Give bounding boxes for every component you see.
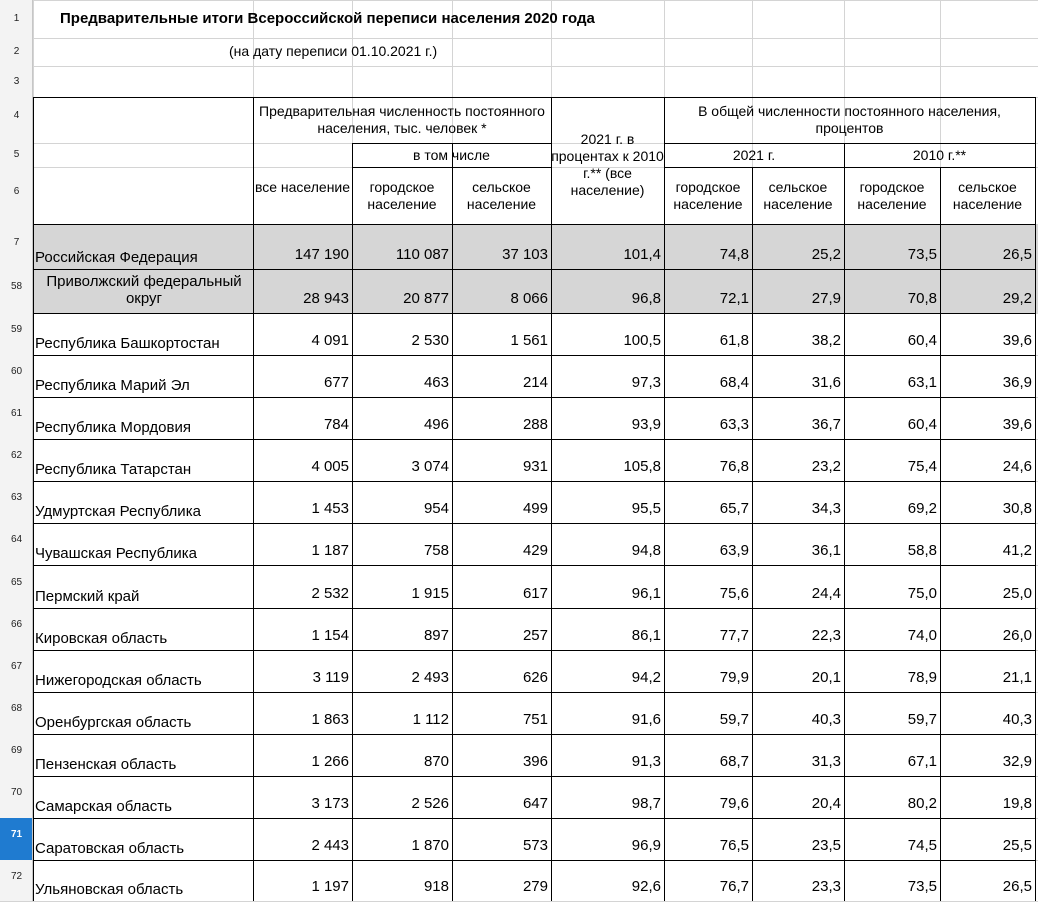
cell-r21[interactable]: 20,4 — [811, 795, 841, 812]
cell-u21[interactable]: 68,4 — [719, 374, 749, 391]
row-number: 61 — [10, 408, 23, 419]
cell-rural[interactable]: 429 — [522, 542, 548, 559]
cell-urban[interactable]: 2 530 — [411, 332, 449, 349]
cell-all[interactable]: 1 197 — [311, 878, 349, 895]
row-number: 70 — [10, 787, 23, 798]
cell-u10[interactable]: 60,4 — [907, 332, 937, 349]
cell-all[interactable]: 4 005 — [311, 458, 349, 475]
row-number: 59 — [10, 324, 23, 335]
cell-pct[interactable]: 95,5 — [631, 500, 661, 517]
region-name: Республика Татарстан — [35, 461, 192, 478]
cell-r10[interactable]: 41,2 — [1002, 542, 1032, 559]
cell-r10[interactable]: 36,9 — [1002, 374, 1032, 391]
region-name: Нижегородская область — [35, 672, 202, 689]
sheet-subtitle: (на дату переписи 01.10.2021 г.) — [229, 43, 438, 59]
cell-u10[interactable]: 73,5 — [907, 878, 937, 895]
cell-u10[interactable]: 80,2 — [907, 795, 937, 812]
cell-r10[interactable]: 24,6 — [1002, 458, 1032, 475]
cell-u21[interactable]: 76,8 — [719, 458, 749, 475]
row-number: 7 — [13, 236, 20, 248]
cell-rural[interactable]: 617 — [522, 585, 548, 602]
region-name: Оренбургская область — [35, 714, 192, 731]
region-name: Российская Федерация — [35, 249, 198, 266]
cell-pct[interactable]: 97,3 — [631, 374, 661, 391]
table-border — [33, 97, 34, 901]
cell-r10[interactable]: 25,0 — [1002, 585, 1032, 602]
cell-r21[interactable]: 31,6 — [811, 374, 841, 391]
table-border — [551, 97, 552, 901]
row-number: 58 — [10, 281, 23, 292]
cell-r10[interactable]: 19,8 — [1002, 795, 1032, 812]
cell-all[interactable]: 147 190 — [294, 246, 349, 263]
cell-all[interactable]: 3 119 — [312, 669, 349, 686]
cell-all[interactable]: 28 943 — [303, 290, 349, 307]
cell-u21[interactable]: 65,7 — [719, 500, 749, 517]
table-border — [33, 269, 1036, 270]
cell-u21[interactable]: 79,6 — [719, 795, 749, 812]
rural-2010-header: сельское население — [952, 178, 1023, 212]
cell-pct[interactable]: 98,7 — [631, 795, 661, 812]
cell-urban[interactable]: 463 — [423, 374, 449, 391]
table-border — [33, 734, 1036, 735]
row-number: 68 — [10, 703, 23, 714]
cell-u21[interactable]: 68,7 — [719, 753, 749, 770]
cell-r10[interactable]: 32,9 — [1002, 753, 1032, 770]
cell-urban[interactable]: 897 — [423, 627, 449, 644]
cell-rural[interactable]: 288 — [522, 416, 548, 433]
cell-rural[interactable]: 751 — [522, 711, 548, 728]
cell-r21[interactable]: 36,7 — [811, 416, 841, 433]
cell-r10[interactable]: 26,5 — [1002, 246, 1032, 263]
population-group-header: Предварительная численность постоянного населения, тыс. человек * — [259, 103, 545, 136]
cell-urban[interactable]: 870 — [423, 753, 449, 770]
region-name: Саратовская область — [35, 840, 185, 857]
region-name: Пензенская область — [35, 756, 177, 773]
region-name: Ульяновская область — [35, 881, 184, 898]
cell-r10[interactable]: 25,5 — [1002, 837, 1032, 854]
gridline — [0, 38, 1038, 39]
row-number: 3 — [13, 75, 20, 87]
table-border — [33, 439, 1036, 440]
percent-2010-header: 2021 г. в процентах к 2010 г.** (все население) — [551, 131, 664, 198]
cell-u21[interactable]: 76,7 — [719, 878, 749, 895]
cell-rural[interactable]: 396 — [522, 753, 548, 770]
cell-u10[interactable]: 78,9 — [907, 669, 937, 686]
table-border — [33, 224, 1036, 225]
cell-r21[interactable]: 24,4 — [811, 585, 841, 602]
row-number: 64 — [10, 534, 23, 545]
row-number: 67 — [10, 661, 23, 672]
table-border — [33, 565, 1036, 566]
cell-r10[interactable]: 40,3 — [1002, 711, 1032, 728]
table-border — [33, 692, 1036, 693]
cell-u21[interactable]: 77,7 — [719, 627, 749, 644]
cell-u21[interactable]: 72,1 — [719, 290, 749, 307]
table-border — [33, 523, 1036, 524]
row-number: 60 — [10, 366, 23, 377]
cell-u21[interactable]: 63,3 — [719, 416, 749, 433]
row-number: 5 — [13, 149, 20, 160]
cell-u10[interactable]: 69,2 — [907, 500, 937, 517]
table-border — [1035, 97, 1036, 901]
cell-pct[interactable]: 96,9 — [631, 837, 661, 854]
cell-u21[interactable]: 63,9 — [719, 542, 749, 559]
cell-urban[interactable]: 918 — [423, 878, 449, 895]
cell-all[interactable]: 2 443 — [311, 837, 349, 854]
row-number: 72 — [10, 870, 23, 882]
cell-pct[interactable]: 86,1 — [631, 627, 661, 644]
gridline — [0, 66, 1038, 67]
cell-urban[interactable]: 496 — [423, 416, 449, 433]
row-number: 65 — [10, 576, 23, 588]
cell-u10[interactable]: 74,5 — [907, 837, 937, 854]
cell-urban[interactable]: 20 877 — [403, 290, 449, 307]
region-name: Пермский край — [35, 588, 140, 605]
cell-r21[interactable]: 23,5 — [811, 837, 841, 854]
cell-u10[interactable]: 75,4 — [907, 458, 937, 475]
row-number: 63 — [10, 492, 23, 503]
cell-rural[interactable]: 214 — [522, 374, 548, 391]
table-border — [33, 313, 1036, 314]
cell-rural[interactable]: 647 — [522, 795, 548, 812]
cell-pct[interactable]: 96,8 — [631, 290, 661, 307]
table-border — [33, 397, 1036, 398]
region-name: Республика Башкортостан — [35, 335, 220, 352]
region-name: Приволжский федеральный округ — [46, 273, 242, 307]
cell-rural[interactable]: 1 561 — [510, 332, 548, 349]
cell-urban[interactable]: 1 870 — [411, 837, 449, 854]
cell-r21[interactable]: 38,2 — [811, 332, 841, 349]
region-name: Удмуртская Республика — [35, 503, 201, 520]
cell-all[interactable]: 2 532 — [311, 585, 349, 602]
table-border — [752, 167, 753, 901]
urban-2010-header: городское население — [857, 178, 927, 212]
region-name: Самарская область — [35, 798, 172, 815]
region-name: Чувашская Республика — [35, 545, 197, 562]
cell-u21[interactable]: 79,9 — [719, 669, 749, 686]
row-number: 62 — [10, 450, 23, 461]
region-name: Кировская область — [35, 630, 168, 647]
cell-r10[interactable]: 26,5 — [1002, 878, 1032, 895]
cell-u21[interactable]: 61,8 — [719, 332, 749, 349]
cell-r21[interactable]: 20,1 — [811, 669, 841, 686]
cell-pct[interactable]: 101,4 — [623, 246, 661, 263]
cell-all[interactable]: 677 — [323, 374, 349, 391]
cell-pct[interactable]: 105,8 — [623, 458, 661, 475]
cell-urban[interactable]: 3 074 — [411, 458, 449, 475]
cell-all[interactable]: 1 154 — [311, 627, 349, 644]
cell-r21[interactable]: 27,9 — [811, 290, 841, 307]
cell-pct[interactable]: 100,5 — [623, 332, 661, 349]
cell-u10[interactable]: 70,8 — [907, 290, 937, 307]
cell-all[interactable]: 1 187 — [311, 542, 349, 559]
year-2010-header: 2010 г.** — [912, 146, 967, 163]
cell-u10[interactable]: 58,8 — [907, 542, 937, 559]
cell-pct[interactable]: 92,6 — [631, 878, 661, 895]
table-border — [33, 481, 1036, 482]
cell-r21[interactable]: 36,1 — [811, 542, 841, 559]
cell-r10[interactable]: 39,6 — [1002, 332, 1032, 349]
row-number: 2 — [13, 46, 20, 57]
urban-2021-header: городское население — [673, 178, 743, 212]
cell-u10[interactable]: 73,5 — [907, 246, 937, 263]
share-group-header: В общей численности постоянного населения, процентов — [698, 103, 1001, 136]
cell-rural[interactable]: 257 — [522, 627, 548, 644]
row-number: 69 — [10, 745, 23, 756]
cell-urban[interactable]: 110 087 — [395, 246, 449, 263]
table-border — [33, 860, 1036, 861]
row-number: 4 — [13, 110, 20, 121]
table-border — [33, 355, 1036, 356]
cell-urban[interactable]: 2 493 — [411, 669, 449, 686]
table-border — [940, 167, 941, 901]
cell-u10[interactable]: 60,4 — [907, 416, 937, 433]
cell-u10[interactable]: 74,0 — [907, 627, 937, 644]
row-number: 6 — [13, 185, 20, 197]
row-number: 66 — [10, 619, 23, 630]
cell-rural[interactable]: 931 — [522, 458, 548, 475]
cell-r21[interactable]: 22,3 — [811, 627, 841, 644]
table-border — [33, 776, 1036, 777]
cell-r10[interactable]: 21,1 — [1002, 669, 1032, 686]
cell-rural[interactable]: 8 066 — [510, 290, 548, 307]
cell-r10[interactable]: 29,2 — [1002, 290, 1032, 307]
cell-r10[interactable]: 26,0 — [1002, 627, 1032, 644]
cell-rural[interactable]: 499 — [522, 500, 548, 517]
cell-u21[interactable]: 74,8 — [719, 246, 749, 263]
cell-rural[interactable]: 279 — [522, 878, 548, 895]
rural-2021-header: сельское население — [763, 178, 833, 212]
cell-rural[interactable]: 37 103 — [502, 246, 548, 263]
cell-u10[interactable]: 75,0 — [907, 585, 937, 602]
cell-r10[interactable]: 39,6 — [1002, 416, 1032, 433]
cell-urban[interactable]: 758 — [423, 542, 449, 559]
year-2021-header: 2021 г. — [732, 146, 776, 163]
cell-u10[interactable]: 59,7 — [907, 711, 937, 728]
cell-pct[interactable]: 91,3 — [631, 753, 661, 770]
cell-urban[interactable]: 1 915 — [411, 585, 449, 602]
cell-u10[interactable]: 63,1 — [907, 374, 937, 391]
region-name: Республика Марий Эл — [35, 377, 190, 394]
cell-r21[interactable]: 25,2 — [811, 246, 841, 263]
cell-r21[interactable]: 23,3 — [811, 878, 841, 895]
cell-urban[interactable]: 1 112 — [412, 711, 449, 728]
cell-r21[interactable]: 23,2 — [811, 458, 841, 475]
row-number: 71 — [10, 829, 23, 840]
urban-header: городское население — [367, 178, 437, 212]
table-border — [33, 818, 1036, 819]
cell-urban[interactable]: 2 526 — [411, 795, 449, 812]
row-number: 1 — [13, 13, 20, 24]
cell-rural[interactable]: 626 — [522, 669, 548, 686]
cell-pct[interactable]: 91,6 — [631, 711, 661, 728]
cell-pct[interactable]: 96,1 — [631, 585, 661, 602]
cell-pct[interactable]: 94,8 — [631, 542, 661, 559]
all-population-header: все население — [254, 178, 351, 195]
sheet-title: Предварительные итоги Всероссийской переписи населения 2020 года — [60, 10, 595, 27]
gridline — [0, 0, 1038, 1]
cell-pct[interactable]: 94,2 — [631, 669, 661, 686]
table-border — [33, 650, 1036, 651]
region-name: Республика Мордовия — [35, 419, 191, 436]
cell-r21[interactable]: 31,3 — [811, 753, 841, 770]
table-border — [33, 608, 1036, 609]
cell-u10[interactable]: 67,1 — [907, 753, 937, 770]
cell-r21[interactable]: 40,3 — [811, 711, 841, 728]
cell-r21[interactable]: 34,3 — [811, 500, 841, 517]
cell-urban[interactable]: 954 — [423, 500, 449, 517]
cell-all[interactable]: 1 453 — [311, 500, 349, 517]
cell-all[interactable]: 4 091 — [311, 332, 349, 349]
cell-u21[interactable]: 59,7 — [719, 711, 749, 728]
cell-u21[interactable]: 75,6 — [719, 585, 749, 602]
cell-all[interactable]: 1 266 — [311, 753, 349, 770]
rural-header: сельское население — [466, 178, 537, 212]
cell-all[interactable]: 1 863 — [311, 711, 349, 728]
cell-rural[interactable]: 573 — [522, 837, 548, 854]
cell-all[interactable]: 3 173 — [311, 795, 349, 812]
cell-u21[interactable]: 76,5 — [719, 837, 749, 854]
cell-pct[interactable]: 93,9 — [631, 416, 661, 433]
including-header: в том числе — [413, 146, 490, 163]
cell-r10[interactable]: 30,8 — [1002, 500, 1032, 517]
cell-all[interactable]: 784 — [323, 416, 349, 433]
